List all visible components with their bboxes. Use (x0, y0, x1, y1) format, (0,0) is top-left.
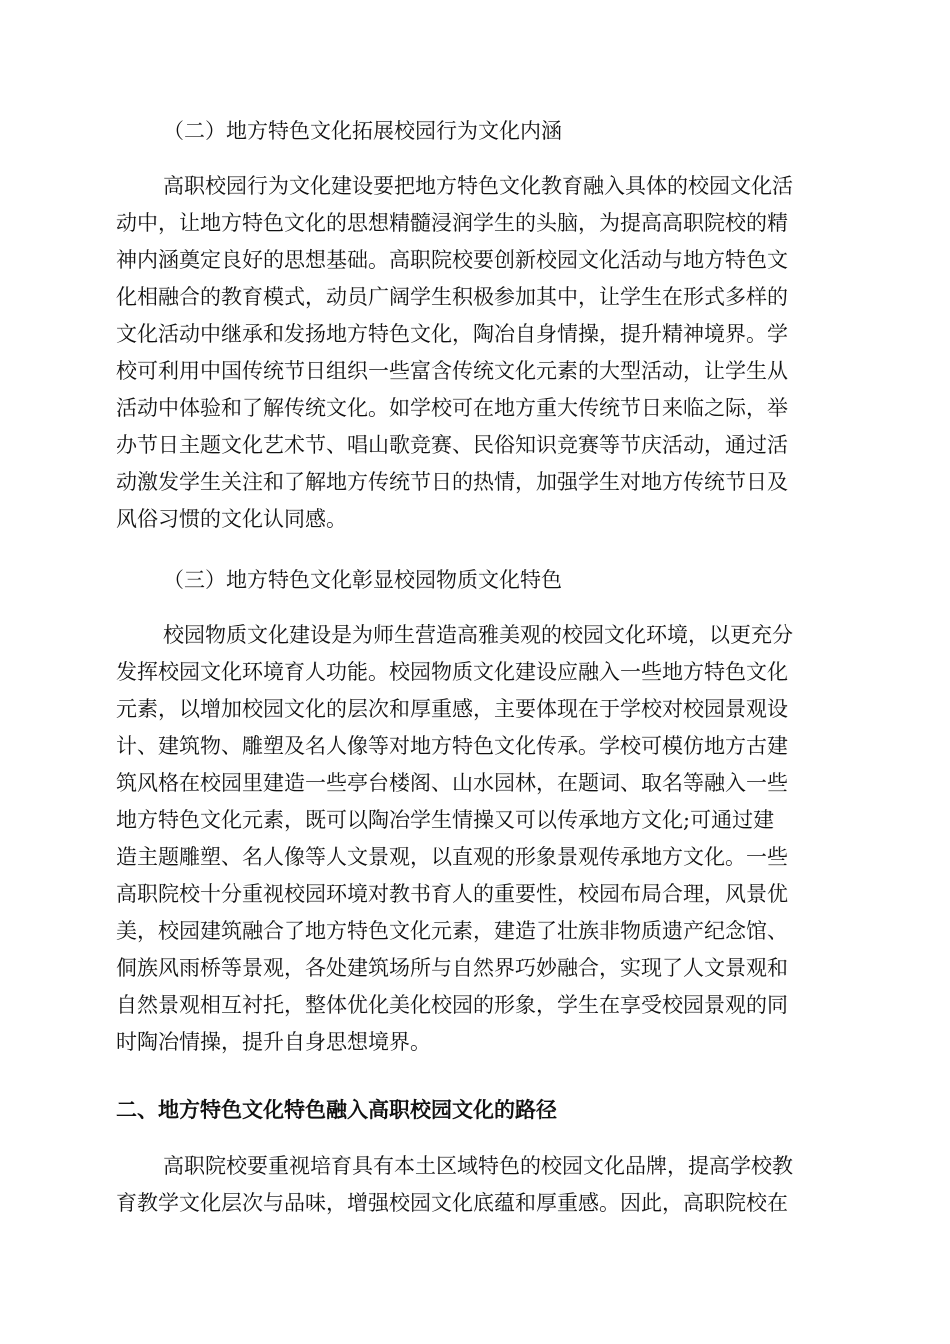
paragraph-line: 神内涵奠定良好的思想基础。高职院校要创新校园文化活动与地方特色文 (116, 248, 788, 272)
paragraph-line: 校园物质文化建设是为师生营造高雅美观的校园文化环境，以更充分 (163, 623, 793, 647)
paragraph-line: 高职校园行为文化建设要把地方特色文化教育融入具体的校园文化活 (163, 174, 793, 198)
paragraph-line: 自然景观相互衬托，整体优化美化校园的形象，学生在享受校园景观的同 (116, 993, 788, 1017)
paragraph-line: 造主题雕塑、名人像等人文景观，以直观的形象景观传承地方文化。一些 (116, 845, 788, 869)
paragraph-line: 侗族风雨桥等景观，各处建筑场所与自然界巧妙融合，实现了人文景观和 (116, 956, 788, 980)
paragraph-line: 校可利用中国传统节日组织一些富含传统文化元素的大型活动，让学生从 (116, 359, 788, 383)
paragraph-line: 筑风格在校园里建造一些亭台楼阁、山水园林，在题词、取名等融入一些 (116, 771, 788, 795)
paragraph-line: 美，校园建筑融合了地方特色文化元素，建造了壮族非物质遗产纪念馆、 (116, 919, 788, 943)
paragraph-line: 育教学文化层次与品味，增强校园文化底蕴和厚重感。因此，高职院校在 (116, 1191, 788, 1215)
section-three-paragraph (116, 617, 836, 1061)
paragraph-line: 计、建筑物、雕塑及名人像等对地方特色文化传承。学校可模仿地方古建 (116, 734, 788, 758)
section-three-heading: （三）地方特色文化彰显校园物质文化特色 (163, 568, 562, 592)
paragraph-line: 化相融合的教育模式，动员广阔学生积极参加其中，让学生在形式多样的 (116, 285, 788, 309)
paragraph-line: 高职院校十分重视校园环境对教书育人的重要性，校园布局合理，风景优 (116, 882, 788, 906)
part-two-heading: 二、地方特色文化特色融入高职校园文化的路径 (116, 1098, 557, 1122)
paragraph-line: 办节日主题文化艺术节、唱山歌竞赛、民俗知识竞赛等节庆活动，通过活 (116, 433, 788, 457)
paragraph-line: 元素，以增加校园文化的层次和厚重感，主要体现在于学校对校园景观设 (116, 697, 788, 721)
paragraph-line: 风俗习惯的文化认同感。 (116, 507, 347, 531)
paragraph-line: 活动中体验和了解传统文化。如学校可在地方重大传统节日来临之际，举 (116, 396, 788, 420)
paragraph-line: 地方特色文化元素，既可以陶冶学生情操又可以传承地方文化;可通过建 (116, 808, 775, 832)
section-two-heading: （二）地方特色文化拓展校园行为文化内涵 (163, 119, 562, 143)
paragraph-line: 时陶冶情操，提升自身思想境界。 (116, 1030, 431, 1054)
paragraph-line: 动中，让地方特色文化的思想精髓浸润学生的头脑，为提高高职院校的精 (116, 211, 788, 235)
paragraph-line: 发挥校园文化环境育人功能。校园物质文化建设应融入一些地方特色文化 (116, 660, 788, 684)
part-two-paragraph (116, 1148, 836, 1222)
section-two-paragraph (116, 168, 836, 538)
paragraph-line: 文化活动中继承和发扬地方特色文化，陶冶自身情操，提升精神境界。学 (116, 322, 788, 346)
paragraph-line: 高职院校要重视培育具有本土区域特色的校园文化品牌，提高学校教 (163, 1154, 793, 1178)
paragraph-line: 动激发学生关注和了解地方传统节日的热情，加强学生对地方传统节日及 (116, 470, 788, 494)
